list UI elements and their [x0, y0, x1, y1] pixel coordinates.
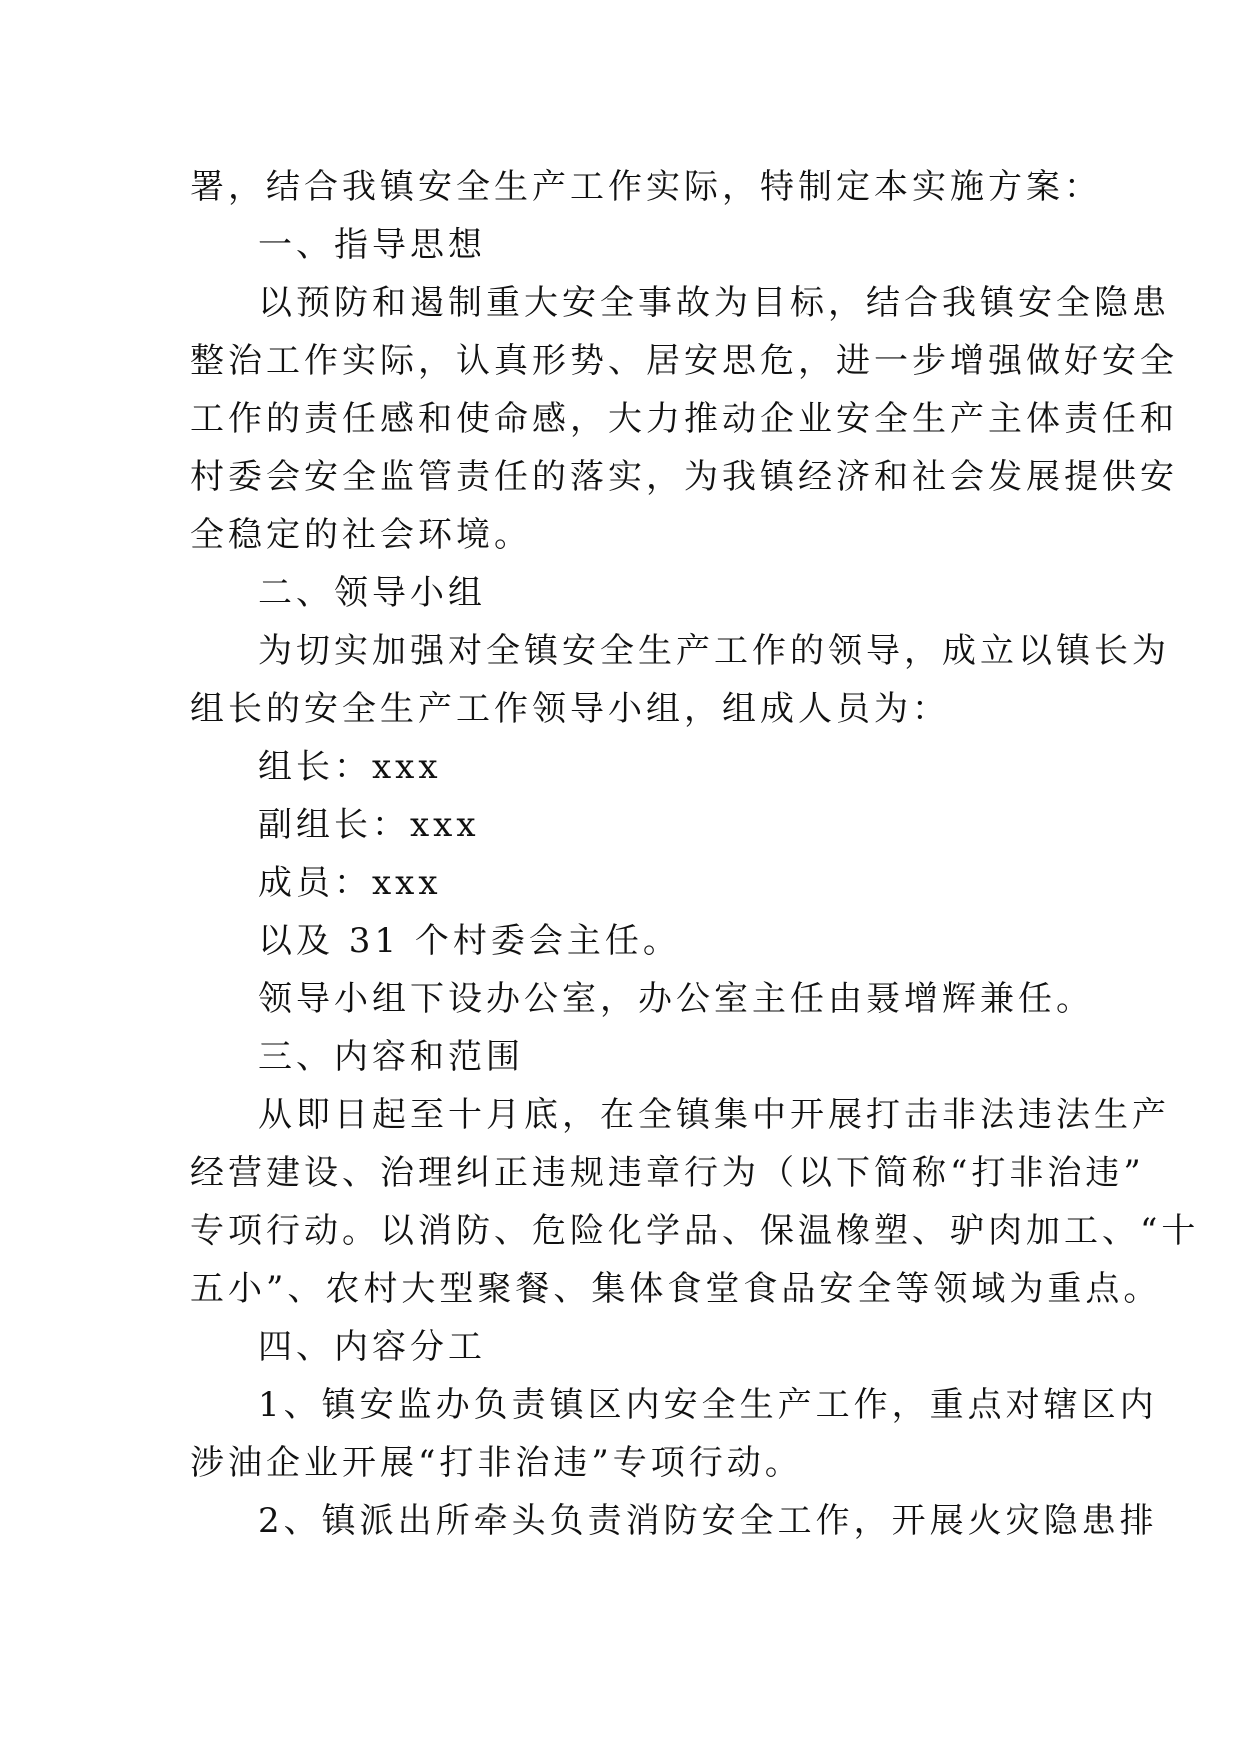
text-line: 署，结合我镇安全生产工作实际，特制定本实施方案：	[190, 167, 1102, 207]
section-heading: 一、指导思想	[258, 225, 486, 265]
text-line: 以及 31 个村委会主任。	[258, 921, 681, 961]
member-line: 成员：xxx	[258, 863, 442, 903]
text-line: 整治工作实际，认真形势、居安思危，进一步增强做好安全	[190, 341, 1178, 381]
text-line: 专项行动。以消防、危险化学品、保温橡塑、驴肉加工、“十	[190, 1211, 1200, 1251]
text-line: 五小”、农村大型聚餐、集体食堂食品安全等领域为重点。	[190, 1269, 1162, 1309]
text-line: 工作的责任感和使命感，大力推动企业安全生产主体责任和	[190, 399, 1178, 439]
text-line: 1、镇安监办负责镇区内安全生产工作，重点对辖区内	[258, 1385, 1158, 1425]
document-page	[190, 158, 1200, 1550]
text-line: 涉油企业开展“打非治违”专项行动。	[190, 1443, 803, 1483]
text-line: 经营建设、治理纠正违规违章行为（以下简称“打非治违”	[190, 1153, 1145, 1193]
text-line: 村委会安全监管责任的落实，为我镇经济和社会发展提供安	[190, 457, 1178, 497]
member-line: 副组长：xxx	[258, 805, 480, 845]
text-line: 2、镇派出所牵头负责消防安全工作，开展火灾隐患排	[258, 1501, 1158, 1541]
section-heading: 四、内容分工	[258, 1327, 486, 1367]
text-line: 全稳定的社会环境。	[190, 515, 532, 555]
member-line: 组长：xxx	[258, 747, 442, 787]
text-line: 为切实加强对全镇安全生产工作的领导，成立以镇长为	[258, 631, 1170, 671]
section-heading: 二、领导小组	[258, 573, 486, 613]
text-line: 组长的安全生产工作领导小组，组成人员为：	[190, 689, 950, 729]
text-line: 以预防和遏制重大安全事故为目标，结合我镇安全隐患	[258, 283, 1170, 323]
text-line: 从即日起至十月底，在全镇集中开展打击非法违法生产	[258, 1095, 1170, 1135]
text-line: 领导小组下设办公室，办公室主任由聂增辉兼任。	[258, 979, 1094, 1019]
section-heading: 三、内容和范围	[258, 1037, 524, 1077]
